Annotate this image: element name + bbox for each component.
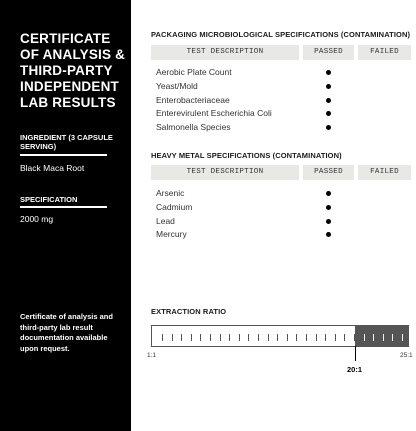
micro-row-label: Yeast/Mold — [156, 80, 198, 91]
extraction-tick — [383, 334, 384, 341]
extraction-tick — [392, 334, 393, 341]
extraction-ratio-marker — [355, 346, 356, 361]
micro-row-label: Aerobic Plate Count — [156, 67, 232, 77]
specification-value: 2000 mg — [20, 214, 54, 224]
metal-passed-dot — [326, 232, 331, 237]
extraction-tick — [364, 334, 365, 341]
metal-header-failed: FAILED — [358, 165, 411, 180]
extraction-tick — [162, 334, 163, 341]
micro-passed-dot — [326, 111, 331, 116]
extraction-tick — [296, 334, 297, 341]
extraction-tick — [373, 334, 374, 341]
ingredient-heading: INGREDIENT (3 CAPSULE SERVING) — [20, 133, 113, 151]
micro-passed-dot — [326, 70, 331, 75]
extraction-value-label: 20:1 — [347, 365, 363, 374]
ingredient-value: Black Maca Root — [20, 163, 85, 173]
extraction-tick — [229, 334, 230, 341]
extraction-tick — [220, 334, 221, 341]
extraction-tick — [306, 334, 307, 341]
metal-passed-dot — [326, 191, 331, 196]
metal-row-label: Cadmium — [156, 201, 193, 212]
micro-row-label: Enterobacteriaceae — [156, 94, 230, 105]
extraction-ratio-fill — [355, 326, 408, 346]
extraction-tick — [172, 334, 173, 341]
extraction-tick — [210, 334, 211, 341]
micro-row-label: Enterevirulent Escherichia Coli — [156, 108, 272, 119]
extraction-tick — [248, 334, 249, 341]
micro-row-label: Salmonella Species — [156, 122, 231, 133]
extraction-max-label: 25:1 — [400, 352, 413, 359]
extraction-min-label: 1:1 — [147, 352, 157, 359]
micro-header-passed: PASSED — [303, 45, 354, 60]
metal-header-test: TEST DESCRIPTION — [151, 165, 299, 180]
metal-row-label: Arsenic — [156, 188, 185, 198]
extraction-tick — [268, 334, 269, 341]
extraction-tick — [354, 334, 355, 341]
extraction-tick — [325, 334, 326, 341]
micro-header-test: TEST DESCRIPTION — [151, 45, 299, 60]
extraction-tick — [316, 334, 317, 341]
specification-heading: SPECIFICATION — [20, 195, 78, 204]
extraction-ratio-bar — [151, 325, 409, 347]
extraction-tick — [335, 334, 336, 341]
specification-divider — [20, 206, 107, 208]
metal-row-label: Lead — [156, 215, 175, 226]
metal-header-passed: PASSED — [303, 165, 354, 180]
documentation-note: Certificate of analysis and third-party lab result documentation available upon request. — [20, 312, 113, 353]
ingredient-divider — [20, 154, 107, 156]
metal-passed-dot — [326, 205, 331, 210]
extraction-tick — [344, 334, 345, 341]
micro-header-failed: FAILED — [358, 45, 411, 60]
metal-section-title: HEAVY METAL SPECIFICATIONS (CONTAMINATION) — [151, 151, 342, 160]
micro-passed-dot — [326, 98, 331, 103]
extraction-title: EXTRACTION RATIO — [151, 307, 227, 316]
micro-passed-dot — [326, 84, 331, 89]
extraction-tick — [258, 334, 259, 341]
extraction-tick — [287, 334, 288, 341]
extraction-tick — [239, 334, 240, 341]
micro-section-title: PACKAGING MICROBIOLOGICAL SPECIFICATIONS (CONTAMINATION) — [151, 30, 411, 39]
extraction-tick — [277, 334, 278, 341]
sidebar — [0, 0, 131, 431]
metal-row-label: Mercury — [156, 229, 187, 240]
micro-passed-dot — [326, 125, 331, 130]
certificate-title: CERTIFICATE OF ANALYSIS & THIRD-PARTY INDEPENDENT LAB RESULTS — [20, 31, 126, 110]
extraction-tick — [191, 334, 192, 341]
extraction-tick — [402, 334, 403, 341]
extraction-tick — [181, 334, 182, 341]
extraction-tick — [200, 334, 201, 341]
metal-passed-dot — [326, 219, 331, 224]
